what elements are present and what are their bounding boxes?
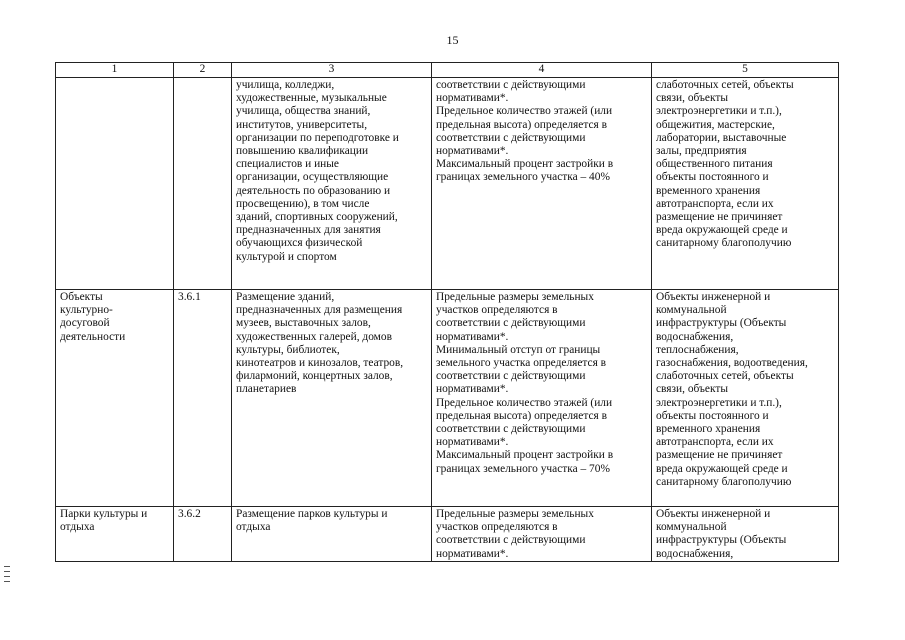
use-code-cell bbox=[174, 78, 232, 290]
auxiliary-uses-text: Объекты инженерной и коммунальной инфраструктуры (Объекты водоснабжения, теплоснабжения, газоснабжения, водоотведения, слаботочных сетей, объекты связи, объекты электроэнергетики и т.п.), объекты постоянного и временного хранения автотранспорта, если их размещение не причиняет вреда окружающей среде и санитарному благополучию bbox=[656, 291, 808, 488]
parameters-cell bbox=[432, 290, 652, 507]
use-code: 3.6.1 bbox=[178, 291, 201, 303]
column-header-4: 4 bbox=[432, 63, 652, 78]
use-name-cell bbox=[56, 507, 174, 562]
use-name: Парки культуры и отдыха bbox=[60, 508, 148, 534]
page-number: 15 bbox=[446, 33, 459, 47]
parameters-text: Предельные размеры земельных участков определяются в соответствии с действующими нормативами*. bbox=[436, 508, 594, 560]
auxiliary-uses-cell bbox=[652, 78, 839, 290]
column-header-2: 2 bbox=[174, 63, 232, 78]
use-description-cell bbox=[232, 78, 432, 290]
use-description-cell bbox=[232, 507, 432, 562]
header-row bbox=[56, 63, 839, 78]
use-description: Размещение парков культуры и отдыха bbox=[236, 508, 388, 534]
binding-margin-marks bbox=[4, 566, 10, 592]
use-code: 3.6.2 bbox=[178, 508, 201, 520]
use-name-cell bbox=[56, 290, 174, 507]
use-code-cell bbox=[174, 507, 232, 562]
table-row bbox=[56, 290, 839, 507]
land-use-table bbox=[55, 62, 839, 562]
table-row bbox=[56, 507, 839, 562]
table-row bbox=[56, 78, 839, 290]
margin-mark bbox=[4, 571, 10, 572]
column-header-3: 3 bbox=[232, 63, 432, 78]
use-name-cell bbox=[56, 78, 174, 290]
use-description-cell bbox=[232, 290, 432, 507]
auxiliary-uses-text: слаботочных сетей, объекты связи, объекты электроэнергетики и т.п.), общежития, мастерские, лаборатории, выставочные залы, предприятия общественного питания объекты постоянного и временного хранения автотранспорта, если их размещение не причиняет вреда окружающей среде и санитарному благополучию bbox=[656, 79, 794, 250]
column-header-5: 5 bbox=[652, 63, 839, 78]
parameters-cell bbox=[432, 507, 652, 562]
parameters-text: Предельные размеры земельных участков определяются в соответствии с действующими нормативами*. Минимальный отступ от границы земельного участка определяется в соответствии с действующими нормативами*. Предельное количество этажей (или предельная высота) определяется в соответствии с действующими нормативами*. Максимальный процент застройки в границах земельного участка – 70% bbox=[436, 291, 614, 475]
use-name: Объекты культурно- досуговой деятельности bbox=[60, 291, 126, 343]
parameters-cell bbox=[432, 78, 652, 290]
margin-mark bbox=[4, 576, 10, 577]
use-code-cell bbox=[174, 290, 232, 507]
parameters-text: соответствии с действующими нормативами*. Предельное количество этажей (или предельная высота) определяется в соответствии с действующими нормативами*. Максимальный процент застройки в границах земельного участка – 40% bbox=[436, 79, 614, 184]
use-description: училища, колледжи, художественные, музыкальные училища, общества знаний, институтов, университеты, организации по переподготовке и повышению квалификации специалистов и иные организации, осуществляющие деятельность по образованию и просвещению), в том числе зданий, спортивных сооружений, предназначенных для занятия обучающихся физической культурой и спортом bbox=[236, 79, 399, 263]
use-description: Размещение зданий, предназначенных для размещения музеев, выставочных залов, художественных галерей, домов культуры, библиотек, кинотеатров и кинозалов, театров, филармоний, концертных залов, планетариев bbox=[236, 291, 404, 396]
margin-mark bbox=[4, 566, 10, 567]
auxiliary-uses-cell bbox=[652, 507, 839, 562]
margin-mark bbox=[4, 581, 10, 582]
column-header-1: 1 bbox=[56, 63, 174, 78]
auxiliary-uses-text: Объекты инженерной и коммунальной инфраструктуры (Объекты водоснабжения, bbox=[656, 508, 787, 560]
auxiliary-uses-cell bbox=[652, 290, 839, 507]
